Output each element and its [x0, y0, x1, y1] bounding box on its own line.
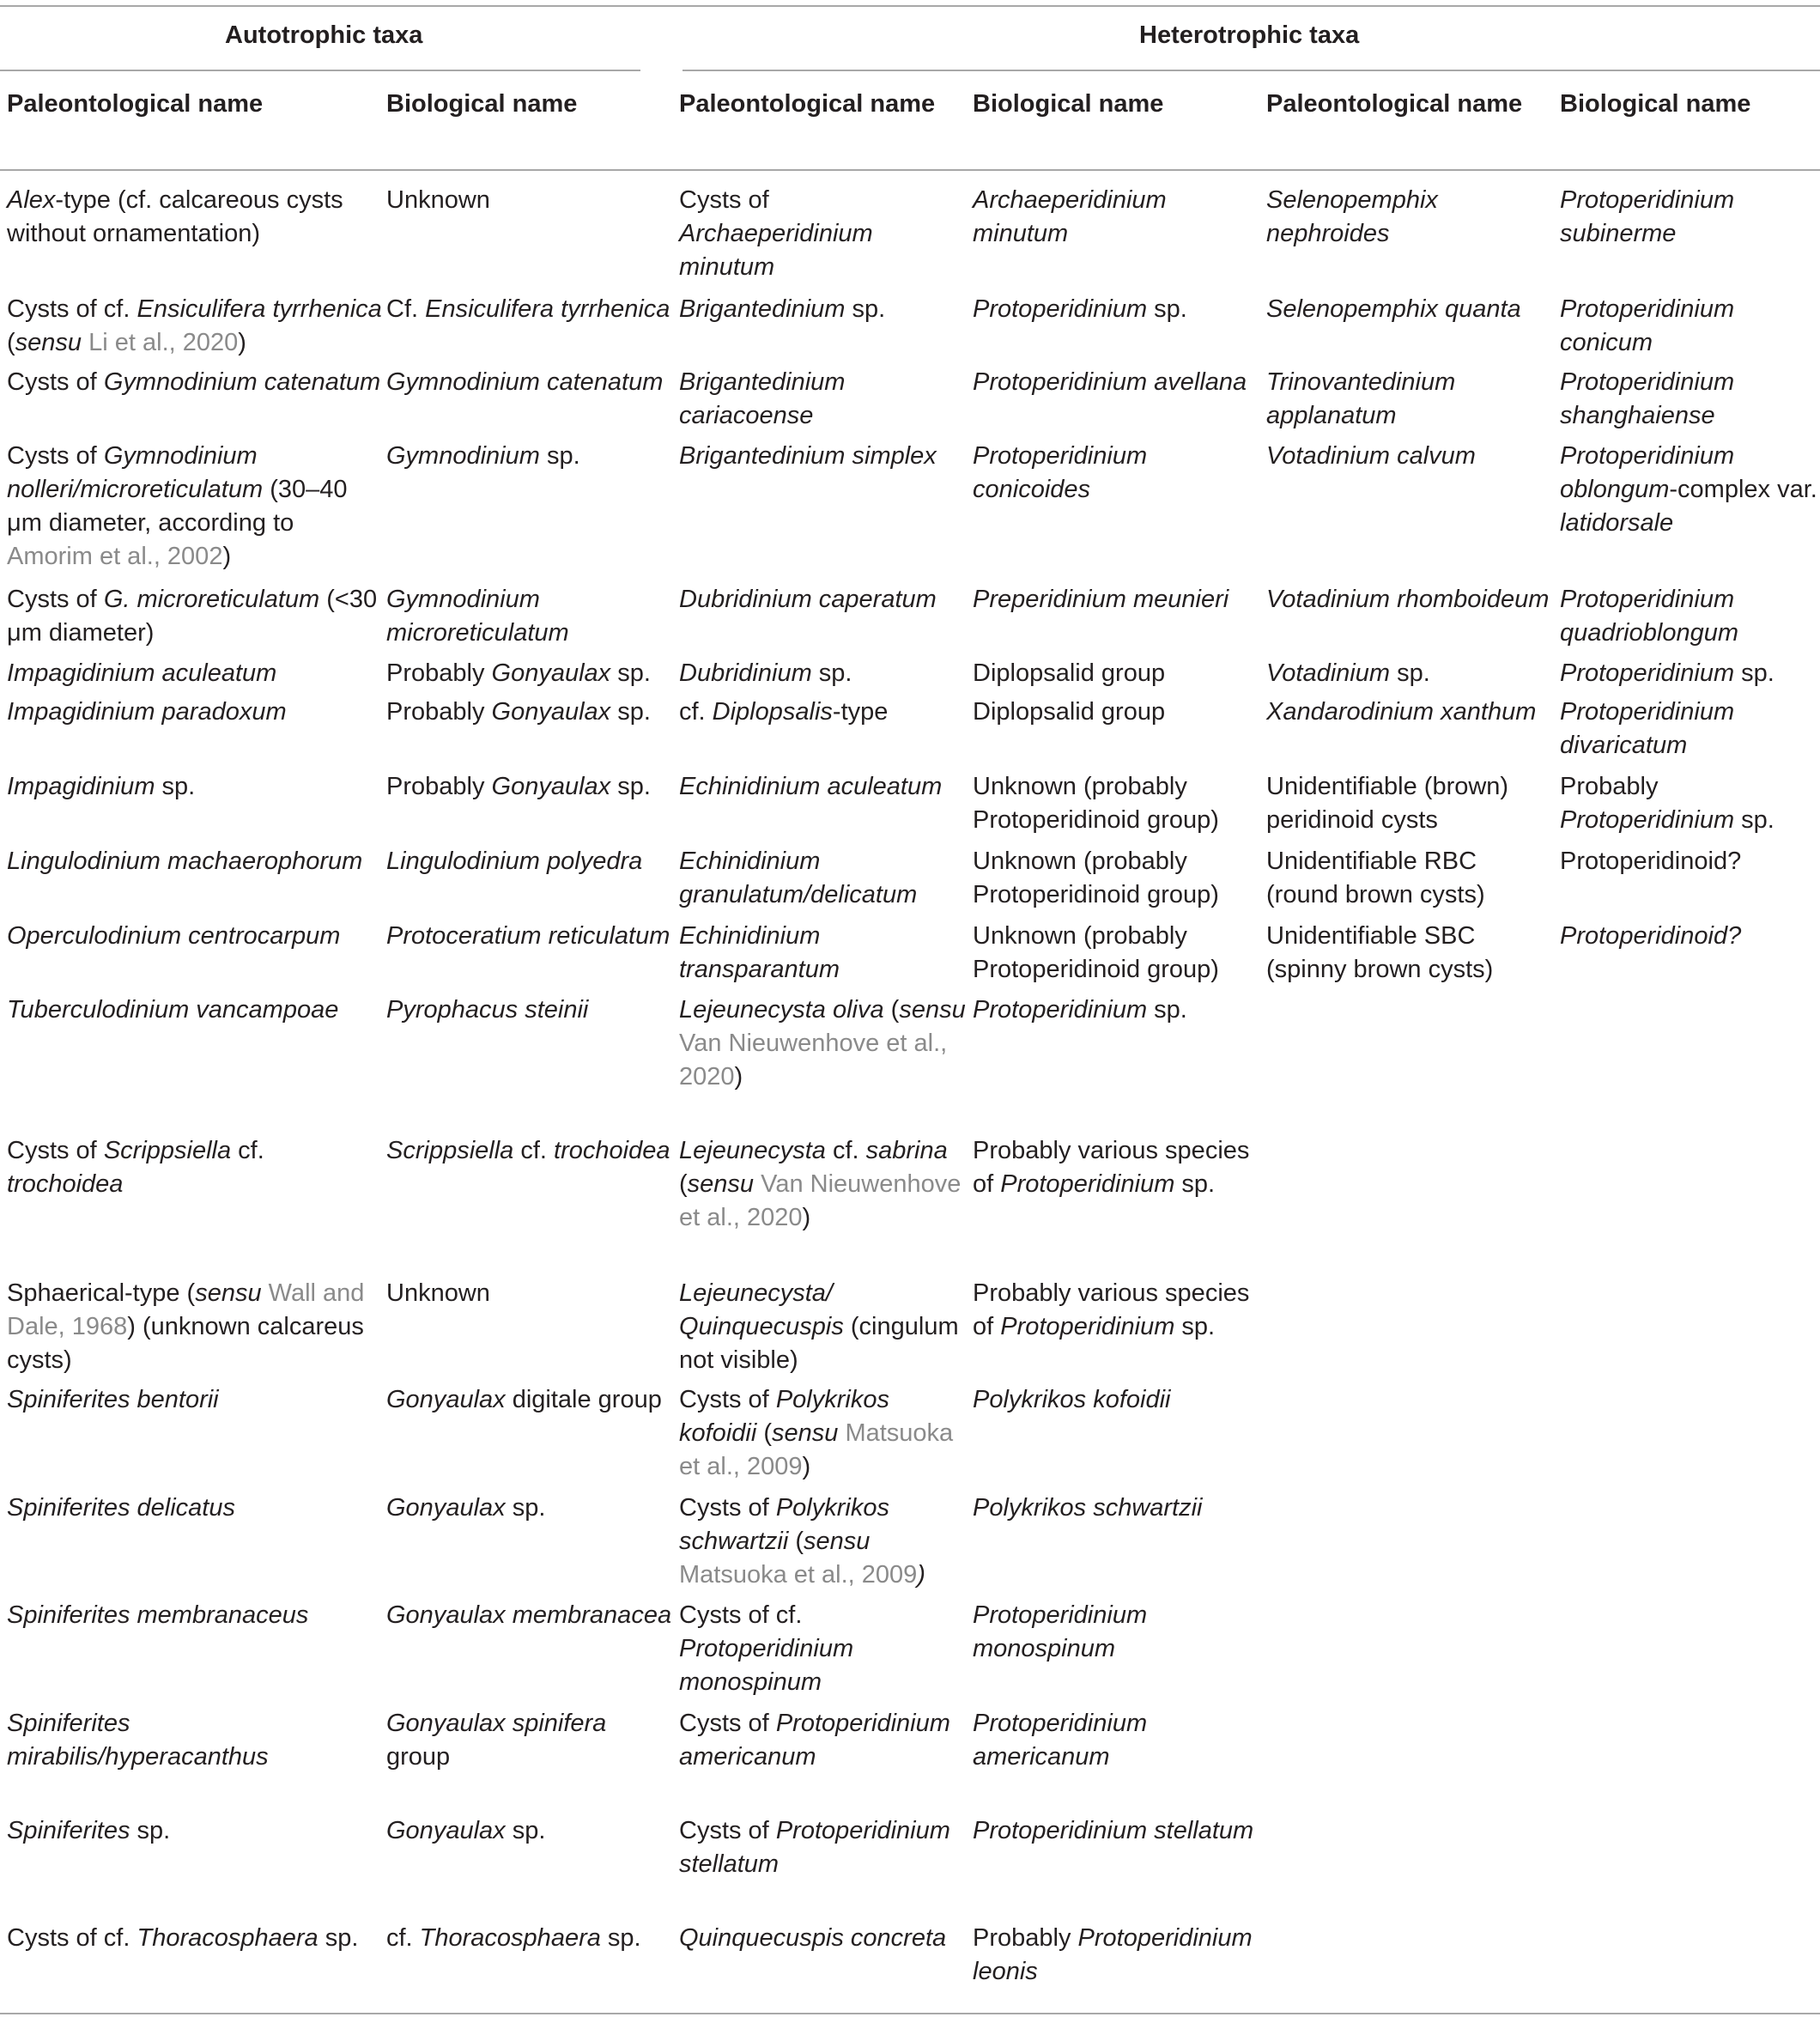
table-cell-autotrophic-paleontological-name	[7, 1599, 385, 1632]
cell-text: sp.	[155, 773, 196, 800]
table-cell-autotrophic-paleontological-name	[7, 845, 385, 878]
column-header-heterotrophic-paleontological-name-2: Paleontological name	[1266, 90, 1523, 118]
cell-text: Protoperidinoid?	[1560, 922, 1742, 950]
cell-text: )	[734, 1063, 743, 1091]
cell-text: Lejeunecysta/ Quinquecuspis	[679, 1279, 844, 1340]
table-cell-autotrophic-paleontological-name	[7, 1277, 385, 1377]
table-cell-autotrophic-biological-name	[386, 1707, 675, 1774]
cell-text: Probably	[1560, 773, 1659, 800]
table-cell-autotrophic-biological-name	[386, 770, 675, 804]
table-cell-heterotrophic-paleontological-name-1	[679, 184, 968, 284]
table-cell-heterotrophic-biological-name-1	[973, 1922, 1263, 1989]
table-cell-heterotrophic-paleontological-name-2	[1266, 696, 1555, 729]
cell-text: Protoperidinium americanum	[973, 1710, 1148, 1771]
cell-text: Preperidinium meunieri	[973, 586, 1229, 613]
cell-text: Quinquecuspis concreta	[679, 1924, 947, 1952]
cell-text: Sphaerical-type (	[7, 1279, 196, 1307]
cell-text: Protoperidinium monospinum	[973, 1601, 1148, 1662]
cell-text: Cysts of	[7, 368, 104, 396]
table-cell-autotrophic-biological-name	[386, 845, 675, 878]
cell-text: Brigantedinium cariacoense	[679, 368, 846, 429]
table-cell-heterotrophic-biological-name-1	[973, 1491, 1263, 1525]
table-top-rule	[0, 5, 1820, 7]
cell-text: Diplopsalid group	[973, 698, 1166, 726]
cell-text: sp.	[600, 1924, 641, 1952]
table-cell-heterotrophic-biological-name-2	[1560, 770, 1817, 837]
cell-text: )	[917, 1561, 925, 1589]
cell-text: Scrippsiella	[386, 1137, 514, 1164]
cell-text: Scrippsiella	[103, 1137, 232, 1164]
cell-text: sp.	[1734, 659, 1774, 687]
table-cell-heterotrophic-biological-name-2	[1560, 440, 1817, 540]
table-cell-autotrophic-biological-name	[386, 440, 675, 473]
table-cell-heterotrophic-biological-name-2	[1560, 366, 1817, 433]
table-cell-heterotrophic-paleontological-name-2	[1266, 184, 1555, 251]
cell-text: Cysts of	[679, 1817, 776, 1844]
table-cell-heterotrophic-biological-name-1	[973, 920, 1263, 987]
cell-text: Unknown (probably Protoperidinoid group)	[973, 922, 1219, 983]
cell-text: G. microreticulatum	[103, 586, 320, 613]
cell-text: Protoperidinium oblongum	[1560, 442, 1735, 503]
cell-text: Protoperidinium	[973, 295, 1148, 323]
table-cell-autotrophic-biological-name	[386, 293, 675, 326]
cell-text: Cysts of cf.	[7, 295, 137, 323]
cell-text: Probably	[386, 773, 492, 800]
table-cell-heterotrophic-biological-name-1	[973, 440, 1263, 507]
cell-text: Selenopemphix nephroides	[1266, 186, 1438, 247]
table-bottom-rule	[0, 2013, 1820, 2014]
cell-text: Selenopemphix quanta	[1266, 295, 1521, 323]
group-rule-heterotrophic	[682, 70, 1820, 71]
cell-text: sensu	[687, 1170, 755, 1198]
table-cell-autotrophic-paleontological-name	[7, 1707, 385, 1774]
cell-text: Protoperidinium	[973, 996, 1148, 1024]
table-cell-heterotrophic-biological-name-1	[973, 1707, 1263, 1774]
cell-text: Archaeperidinium minutum	[679, 220, 873, 281]
cell-text: Protoperidinium quadrioblongum	[1560, 586, 1738, 647]
table-cell-autotrophic-biological-name	[386, 1599, 675, 1632]
table-cell-heterotrophic-biological-name-1	[973, 366, 1263, 399]
cell-text: Lejeunecysta oliva	[679, 996, 884, 1024]
table-cell-autotrophic-paleontological-name	[7, 1922, 385, 1955]
cell-text: Gonyaulax	[491, 659, 611, 687]
cell-text: Echinidinium transparantum	[679, 922, 840, 983]
cell-text: Votadinium rhomboideum	[1266, 586, 1550, 613]
cell-text: sabrina	[865, 1137, 948, 1164]
table-cell-heterotrophic-paleontological-name-2	[1266, 293, 1555, 326]
table-cell-autotrophic-biological-name	[386, 920, 675, 953]
cell-text: Unknown (probably Protoperidinoid group)	[973, 848, 1219, 908]
cell-text: sensu	[15, 329, 82, 356]
cell-text: )	[802, 1453, 811, 1480]
cell-text: Cysts of	[7, 1137, 104, 1164]
table-cell-heterotrophic-biological-name-1	[973, 1599, 1263, 1666]
cell-text: Lejeunecysta	[679, 1137, 826, 1164]
table-cell-heterotrophic-biological-name-1	[973, 1814, 1263, 1848]
cell-text: Spiniferites bentorii	[7, 1386, 219, 1413]
cell-text: Unknown (probably Protoperidinoid group)	[973, 773, 1219, 834]
cell-text: sensu	[804, 1528, 871, 1555]
table-cell-heterotrophic-biological-name-1	[973, 845, 1263, 912]
cell-text: Brigantedinium simplex	[679, 442, 937, 470]
cell-text: sp.	[610, 773, 651, 800]
reference-link[interactable]: Matsuoka et al., 2009	[679, 1561, 918, 1589]
cell-text: Protoperidinium stellatum	[679, 1817, 950, 1878]
column-header-autotrophic-paleontological-name: Paleontological name	[7, 90, 264, 118]
cell-text: (30–40 μm diameter, according to	[7, 476, 348, 537]
cell-text: Diplopsalid group	[973, 659, 1166, 687]
cell-text: Protoperidinium	[1000, 1313, 1175, 1340]
cell-text: sp.	[1174, 1313, 1216, 1340]
table-cell-autotrophic-biological-name	[386, 696, 675, 729]
cell-text: )	[802, 1204, 811, 1231]
cell-text: digitale group	[505, 1386, 662, 1413]
cell-text	[82, 329, 88, 356]
cell-text: Probably	[386, 659, 492, 687]
cell-text: latidorsale	[1560, 509, 1674, 537]
table-cell-heterotrophic-biological-name-1	[973, 770, 1263, 837]
table-cell-heterotrophic-biological-name-1	[973, 993, 1263, 1027]
table-cell-autotrophic-biological-name	[386, 657, 675, 690]
column-header-heterotrophic-biological-name-2: Biological name	[1560, 90, 1751, 118]
cell-text: Polykrikos schwartzii	[973, 1494, 1203, 1522]
cell-text: Protoperidinium monospinum	[679, 1635, 854, 1696]
cell-text: Votadinium calvum	[1266, 442, 1476, 470]
table-cell-heterotrophic-paleontological-name-1	[679, 993, 968, 1094]
cell-text: sp.	[130, 1817, 171, 1844]
cell-text: Protoperidinium americanum	[679, 1710, 950, 1771]
cell-text: Probably various species of	[973, 1279, 1250, 1340]
cell-text: Probably various species of	[973, 1137, 1250, 1198]
group-heading-autotrophic: Autotrophic taxa	[225, 21, 423, 49]
table-cell-autotrophic-paleontological-name	[7, 184, 385, 251]
cell-text: (	[756, 1419, 772, 1447]
cell-text: Probably	[386, 698, 492, 726]
cell-text: (	[883, 996, 900, 1024]
table-cell-heterotrophic-biological-name-2	[1560, 184, 1817, 251]
cell-text: Protoperidinium subinerme	[1560, 186, 1735, 247]
cell-text: Brigantedinium	[679, 295, 846, 323]
cell-text: Dubridinium caperatum	[679, 586, 937, 613]
cell-text: Echinidinium aculeatum	[679, 773, 943, 800]
table-cell-autotrophic-biological-name	[386, 184, 675, 217]
cell-text: Pyrophacus steinii	[386, 996, 589, 1024]
table-cell-autotrophic-paleontological-name	[7, 1814, 385, 1848]
cell-text: Cysts of	[7, 442, 104, 470]
reference-link[interactable]: Matsuoka et al., 2009	[679, 1419, 954, 1480]
table-cell-heterotrophic-paleontological-name-1	[679, 293, 968, 326]
cell-text: (	[7, 329, 15, 356]
cell-text: (	[788, 1528, 804, 1555]
cell-text	[754, 1170, 761, 1198]
table-cell-heterotrophic-biological-name-1	[973, 1383, 1263, 1417]
table-cell-heterotrophic-biological-name-2	[1560, 583, 1817, 650]
reference-link[interactable]: Li et al., 2020	[88, 329, 239, 356]
cell-text: trochoidea	[7, 1170, 124, 1198]
table-cell-heterotrophic-paleontological-name-2	[1266, 657, 1555, 690]
cell-text: Protoperidinium	[1560, 806, 1735, 834]
cell-text: Cysts of	[679, 1710, 776, 1737]
table-cell-autotrophic-paleontological-name	[7, 993, 385, 1027]
cell-text: -type (cf. calcareous cysts without ornamentation)	[7, 186, 343, 247]
table-cell-heterotrophic-paleontological-name-1	[679, 1707, 968, 1774]
reference-link[interactable]: Van Nieuwenhove et al., 2020	[679, 1030, 948, 1091]
cell-text: Spiniferites	[7, 1817, 130, 1844]
table-cell-autotrophic-paleontological-name	[7, 366, 385, 399]
cell-text: Polykrikos kofoidii	[679, 1386, 889, 1447]
table-cell-autotrophic-biological-name	[386, 1277, 675, 1310]
cell-text: Unknown	[386, 1279, 490, 1307]
cell-text: Protoperidinium divaricatum	[1560, 698, 1735, 759]
cell-text: Unidentifiable SBC (spinny brown cysts)	[1266, 922, 1494, 983]
cell-text: Cysts of cf.	[7, 1924, 137, 1952]
table-cell-heterotrophic-biological-name-1	[973, 583, 1263, 617]
cell-text: Protoceratium reticulatum	[386, 922, 670, 950]
table-cell-autotrophic-paleontological-name	[7, 440, 385, 574]
cell-text: Operculodinium centrocarpum	[7, 922, 341, 950]
table-cell-autotrophic-biological-name	[386, 1922, 675, 1955]
cell-text: Gonyaulax	[386, 1494, 506, 1522]
table-cell-heterotrophic-biological-name-1	[973, 657, 1263, 690]
cell-text: Cf.	[386, 295, 426, 323]
cell-text: (<30 μm diameter)	[7, 586, 378, 647]
table-cell-heterotrophic-paleontological-name-1	[679, 1814, 968, 1881]
cell-text: Trinovantedinium applanatum	[1266, 368, 1456, 429]
cell-text	[262, 1279, 269, 1307]
cell-text: sp.	[539, 442, 580, 470]
cell-text: Gonyaulax	[386, 1817, 506, 1844]
cell-text: Echinidinium granulatum/delicatum	[679, 848, 918, 908]
table-cell-heterotrophic-biological-name-1	[973, 1134, 1263, 1201]
table-cell-autotrophic-biological-name	[386, 1814, 675, 1848]
cell-text: -complex var.	[1669, 476, 1817, 503]
cell-text: Protoperidinium stellatum	[973, 1817, 1254, 1844]
cell-text: Protoperidinium leonis	[973, 1924, 1253, 1985]
cell-text: Gymnodinium catenatum	[386, 368, 664, 396]
cell-text: Thoracosphaera	[419, 1924, 601, 1952]
table-cell-autotrophic-biological-name	[386, 1491, 675, 1525]
cell-text: sensu	[899, 996, 966, 1024]
table-cell-heterotrophic-biological-name-1	[973, 696, 1263, 729]
cell-text: sp.	[1147, 295, 1187, 323]
cell-text: Diplopsalis	[712, 698, 833, 726]
cell-text: sensu	[195, 1279, 262, 1307]
table-cell-heterotrophic-biological-name-2	[1560, 657, 1817, 690]
column-header-autotrophic-biological-name: Biological name	[386, 90, 578, 118]
table-cell-heterotrophic-paleontological-name-1	[679, 440, 968, 473]
table-cell-heterotrophic-paleontological-name-1	[679, 1491, 968, 1592]
cell-text: Cysts of	[7, 586, 104, 613]
cell-text: (cingulum not visible)	[679, 1313, 959, 1374]
reference-link[interactable]: Van Nieuwenhove et al., 2020	[679, 1170, 962, 1231]
cell-text: Gymnodinium	[386, 442, 540, 470]
cell-text: Polykrikos kofoidii	[973, 1386, 1171, 1413]
cell-text: cf.	[825, 1137, 866, 1164]
cell-text: sp.	[845, 295, 886, 323]
cell-text: Probably	[973, 1924, 1078, 1952]
cell-text: cf.	[386, 1924, 420, 1952]
cell-text: Protoperidinium shanghaiense	[1560, 368, 1735, 429]
table-cell-autotrophic-paleontological-name	[7, 920, 385, 953]
cell-text: Gonyaulax membranacea	[386, 1601, 672, 1629]
cell-text: Impagidinium	[7, 773, 155, 800]
cell-text: Gonyaulax spinifera	[386, 1710, 607, 1737]
cell-text: cf.	[679, 698, 713, 726]
table-cell-autotrophic-biological-name	[386, 366, 675, 399]
table-cell-autotrophic-paleontological-name	[7, 583, 385, 650]
cell-text: sp.	[1390, 659, 1430, 687]
table-cell-heterotrophic-paleontological-name-2	[1266, 583, 1555, 617]
table-cell-autotrophic-biological-name	[386, 993, 675, 1027]
cell-text: Protoperidinium conicum	[1560, 295, 1735, 356]
table-cell-heterotrophic-paleontological-name-1	[679, 1134, 968, 1235]
cell-text: Impagidinium aculeatum	[7, 659, 277, 687]
table-cell-autotrophic-biological-name	[386, 583, 675, 650]
table-cell-heterotrophic-biological-name-2	[1560, 293, 1817, 360]
cell-text: sensu	[772, 1419, 839, 1447]
cell-text: Unidentifiable (brown) peridinoid cysts	[1266, 773, 1509, 834]
cell-text: sp.	[318, 1924, 359, 1952]
group-rule-autotrophic	[0, 70, 640, 71]
table-cell-autotrophic-paleontological-name	[7, 1383, 385, 1417]
cell-text: sp.	[1174, 1170, 1216, 1198]
cell-text: sp.	[610, 659, 651, 687]
cell-text: sp.	[610, 698, 651, 726]
cell-text: Archaeperidinium minutum	[973, 186, 1167, 247]
cell-text: Gymnodinium nolleri/microreticulatum	[7, 442, 264, 503]
cell-text: Protoperidinium	[1000, 1170, 1175, 1198]
table-cell-heterotrophic-biological-name-1	[973, 184, 1263, 251]
cell-text: Protoperidinium avellana	[973, 368, 1247, 396]
cell-text: Cysts of cf.	[679, 1601, 803, 1629]
cell-text: Cysts of	[679, 1494, 776, 1522]
table-cell-autotrophic-paleontological-name	[7, 770, 385, 804]
header-bottom-rule	[0, 169, 1820, 171]
cell-text: group	[386, 1743, 451, 1771]
table-cell-heterotrophic-paleontological-name-1	[679, 1599, 968, 1699]
table-cell-heterotrophic-paleontological-name-1	[679, 1277, 968, 1377]
table-cell-heterotrophic-biological-name-2	[1560, 920, 1817, 953]
table-cell-heterotrophic-biological-name-2	[1560, 845, 1817, 878]
cell-text: (	[679, 1170, 688, 1198]
column-header-heterotrophic-paleontological-name-1: Paleontological name	[679, 90, 936, 118]
cell-text: Unknown	[386, 186, 490, 214]
cell-text: Polykrikos schwartzii	[679, 1494, 889, 1555]
table-cell-heterotrophic-paleontological-name-1	[679, 657, 968, 690]
cell-text: )	[238, 329, 246, 356]
cell-text: Lingulodinium polyedra	[386, 848, 643, 875]
cell-text: Unidentifiable RBC (round brown cysts)	[1266, 848, 1485, 908]
cell-text: cf.	[513, 1137, 555, 1164]
table-cell-autotrophic-biological-name	[386, 1383, 675, 1417]
reference-link[interactable]: Wall and Dale, 1968	[7, 1279, 365, 1340]
cell-text: Ensiculifera tyrrhenica	[136, 295, 382, 323]
cell-text: Spiniferites mirabilis/hyperacanthus	[7, 1710, 269, 1771]
cell-text: ) (unknown calcareus cysts)	[7, 1313, 364, 1374]
cell-text: Cysts of	[679, 186, 769, 214]
cell-text: Thoracosphaera	[136, 1924, 318, 1952]
table-cell-heterotrophic-paleontological-name-2	[1266, 440, 1555, 473]
table-cell-heterotrophic-paleontological-name-1	[679, 583, 968, 617]
cell-text: )	[222, 543, 232, 570]
cell-text: Gonyaulax	[491, 773, 611, 800]
cell-text: Tuberculodinium vancampoae	[7, 996, 339, 1024]
table-cell-heterotrophic-paleontological-name-1	[679, 1383, 968, 1484]
table-cell-autotrophic-paleontological-name	[7, 696, 385, 729]
table-cell-heterotrophic-paleontological-name-1	[679, 366, 968, 433]
table-cell-heterotrophic-paleontological-name-1	[679, 770, 968, 804]
table-cell-heterotrophic-paleontological-name-1	[679, 1922, 968, 1955]
cell-text: -type	[832, 698, 889, 726]
table-cell-heterotrophic-paleontological-name-2	[1266, 770, 1555, 837]
table-cell-autotrophic-paleontological-name	[7, 1491, 385, 1525]
cell-text: sp.	[505, 1494, 546, 1522]
cell-text: sp.	[505, 1817, 546, 1844]
table-cell-heterotrophic-paleontological-name-2	[1266, 366, 1555, 433]
cell-text: Xandarodinium xanthum	[1266, 698, 1537, 726]
cell-text: Votadinium	[1266, 659, 1391, 687]
table-cell-heterotrophic-paleontological-name-1	[679, 696, 968, 729]
cell-text: trochoidea	[554, 1137, 670, 1164]
cell-text: Gymnodinium catenatum	[103, 368, 381, 396]
table-cell-heterotrophic-biological-name-1	[973, 1277, 1263, 1344]
cell-text: Gonyaulax	[491, 698, 611, 726]
cell-text: Lingulodinium machaerophorum	[7, 848, 363, 875]
cell-text: Dubridinium	[679, 659, 812, 687]
group-heading-heterotrophic: Heterotrophic taxa	[1139, 21, 1360, 49]
cell-text: Ensiculifera tyrrhenica	[425, 295, 670, 323]
cell-text: Protoperidinium conicoides	[973, 442, 1148, 503]
table-cell-autotrophic-paleontological-name	[7, 1134, 385, 1201]
table-cell-autotrophic-paleontological-name	[7, 293, 385, 360]
table-cell-heterotrophic-paleontological-name-1	[679, 920, 968, 987]
reference-link[interactable]: Amorim et al., 2002	[7, 543, 223, 570]
table-cell-autotrophic-biological-name	[386, 1134, 675, 1168]
table-cell-heterotrophic-paleontological-name-1	[679, 845, 968, 912]
cell-text: Impagidinium paradoxum	[7, 698, 287, 726]
cell-text: Cysts of	[679, 1386, 776, 1413]
cell-text: Gonyaulax	[386, 1386, 506, 1413]
table-cell-heterotrophic-biological-name-2	[1560, 696, 1817, 762]
cell-text: Spiniferites delicatus	[7, 1494, 235, 1522]
table-cell-heterotrophic-biological-name-1	[973, 293, 1263, 326]
table-cell-autotrophic-paleontological-name	[7, 657, 385, 690]
table-cell-heterotrophic-paleontological-name-2	[1266, 845, 1555, 912]
cell-text: sp.	[1147, 996, 1187, 1024]
cell-text: Protoperidinium	[1560, 659, 1735, 687]
cell-text: Alex	[7, 186, 56, 214]
table-cell-heterotrophic-paleontological-name-2	[1266, 920, 1555, 987]
cell-text: sp.	[811, 659, 852, 687]
cell-text: Spiniferites membranaceus	[7, 1601, 309, 1629]
cell-text: sp.	[1734, 806, 1774, 834]
column-header-heterotrophic-biological-name-1: Biological name	[973, 90, 1164, 118]
cell-text: Gymnodinium microreticulatum	[386, 586, 569, 647]
cell-text: cf.	[231, 1137, 264, 1164]
cell-text: Protoperidinoid?	[1560, 848, 1742, 875]
